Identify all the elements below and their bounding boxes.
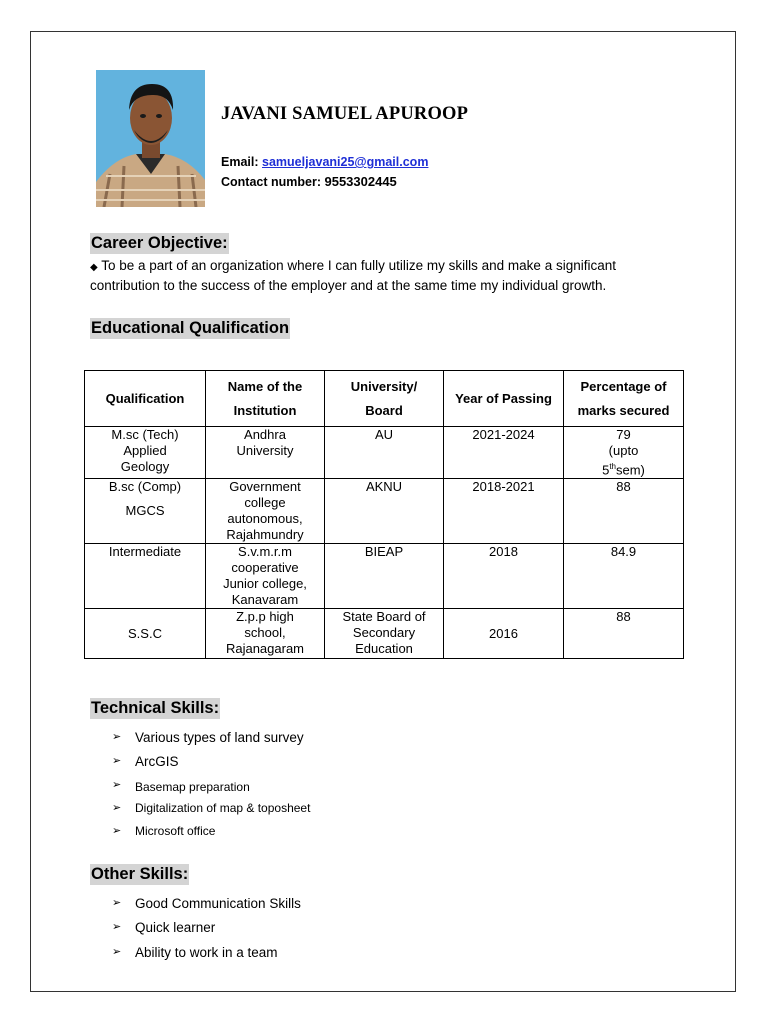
table-row	[85, 479, 684, 544]
profile-photo	[96, 70, 205, 207]
other-skills-list	[112, 896, 301, 969]
objective-line-1: To be a part of an organization where I can fully utilize my skills and make a significant	[101, 258, 616, 273]
cell-institution: Andhra University	[206, 427, 325, 479]
header-year: Year of Passing	[444, 371, 564, 427]
cell-board: State Board of Secondary Education	[325, 609, 444, 659]
cell-qualification: M.sc (Tech) Applied Geology	[85, 427, 206, 479]
email-line	[221, 155, 428, 169]
cell-year: 2021-2024	[444, 427, 564, 479]
list-item: ➢ Microsoft office	[112, 824, 216, 838]
arrow-bullet-icon: ➢	[112, 779, 122, 791]
list-item: ➢ Good Communication Skills	[112, 896, 301, 911]
career-objective-heading: Career Objective:	[91, 234, 228, 252]
header-qualification: Qualification	[85, 371, 206, 427]
arrow-bullet-icon: ➢	[112, 731, 122, 743]
cell-percentage: 88	[564, 609, 684, 659]
phone-line	[221, 174, 397, 189]
phone-number: 9553302445	[324, 174, 397, 189]
list-item: ➢ Quick learner	[112, 920, 216, 935]
cell-institution: S.v.m.r.m cooperative Junior college, Kanavaram	[206, 544, 325, 609]
candidate-name: JAVANI SAMUEL APUROOP	[221, 104, 469, 124]
cell-year: 2018	[444, 544, 564, 609]
arrow-bullet-icon: ➢	[112, 921, 122, 933]
cell-qualification: S.S.C	[85, 609, 206, 659]
list-item: ➢ Various types of land survey	[112, 730, 304, 745]
cell-percentage: 88	[564, 479, 684, 544]
arrow-bullet-icon: ➢	[112, 897, 122, 909]
cell-institution: Z.p.p high school, Rajanagaram	[206, 609, 325, 659]
technical-skills-heading: Technical Skills:	[91, 699, 220, 717]
table-row	[85, 427, 684, 479]
objective-line-2: contribution to the success of the employer and at the same time my individual growth.	[90, 278, 607, 293]
education-table	[84, 370, 684, 659]
list-item: ➢ ArcGIS	[112, 754, 179, 769]
career-objective-text	[90, 257, 670, 295]
cell-qualification: B.sc (Comp) MGCS	[85, 479, 206, 544]
phone-label: Contact number:	[221, 175, 321, 189]
email-label: Email:	[221, 155, 259, 169]
education-heading: Educational Qualification	[91, 319, 290, 337]
cell-percentage: 84.9	[564, 544, 684, 609]
table-header-row	[85, 371, 684, 427]
cell-board: AU	[325, 427, 444, 479]
other-skills-heading: Other Skills:	[91, 865, 189, 883]
cell-year: 2018-2021	[444, 479, 564, 544]
arrow-bullet-icon: ➢	[112, 755, 122, 767]
table-row	[85, 544, 684, 609]
cell-qualification: Intermediate	[85, 544, 206, 609]
list-item: ➢ Digitalization of map & toposheet	[112, 801, 311, 815]
arrow-bullet-icon: ➢	[112, 802, 122, 814]
cell-board: AKNU	[325, 479, 444, 544]
arrow-bullet-icon: ➢	[112, 946, 122, 958]
diamond-bullet-icon: ◆	[90, 262, 98, 273]
cell-institution: Government college autonomous, Rajahmundry	[206, 479, 325, 544]
list-item: ➢ Ability to work in a team	[112, 945, 278, 960]
cell-board: BIEAP	[325, 544, 444, 609]
email-link[interactable]: samueljavani25@gmail.com	[262, 155, 429, 169]
header-university: University/ Board	[325, 371, 444, 427]
cell-percentage: 79 (upto 5thsem)	[564, 427, 684, 479]
list-item: ➢ Basemap preparation	[112, 779, 250, 794]
cell-year: 2016	[444, 609, 564, 659]
header-percentage: Percentage of marks secured	[564, 371, 684, 427]
table-row	[85, 609, 684, 659]
header-institution: Name of the Institution	[206, 371, 325, 427]
technical-skills-list	[112, 730, 310, 847]
arrow-bullet-icon: ➢	[112, 825, 122, 837]
